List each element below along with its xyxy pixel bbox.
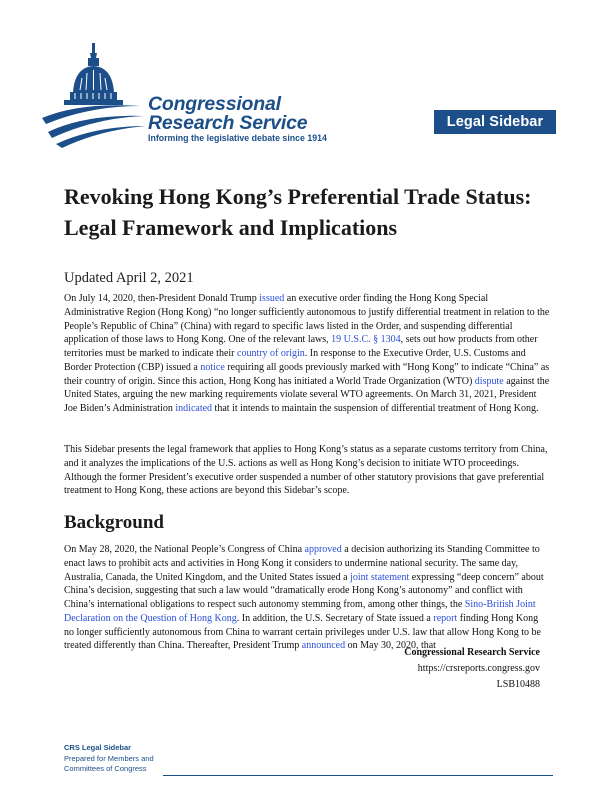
footer-left-label <box>64 743 184 775</box>
paragraph-text: a decision authorizing its Standing Committee to enact laws to prohibit acts and activities in Hong Kong it considers to undermine national security. The same day, Australia, Canada, the United Kingdom, and the United States issued a <box>64 544 540 583</box>
footer-left-title: CRS Legal Sidebar <box>64 743 132 752</box>
paragraph-text: . In response to the Executive Order, U.S. Customs and Border Protection (CBP) issued a <box>64 348 526 373</box>
paragraph-text: requiring all goods previously marked with “Hong Kong” to indicate “China” as their country of origin. Since this action, Hong Kong has initiated a World Trade Organization (WTO) <box>64 361 550 387</box>
paragraph-text: On May 28, 2020, the National People’s Congress of China <box>64 544 305 555</box>
paragraph-text: , sets out how products from other territories must be marked to indicate their <box>64 334 538 359</box>
paragraph-background <box>64 543 550 653</box>
footer-citation <box>340 645 540 693</box>
paragraph-text: an executive order finding the Hong Kong Special Administrative Region (Hong Kong) “no longer sufficiently autonomous to justify differential treatment in relation to the People’s Republic of China” (China) with regard to specific laws listed in the Order, and suspending differential application of those laws to Hong Kong. One of the relevant laws, <box>64 293 550 346</box>
paragraph-text: . In addition, the U.S. Secretary of State issued a <box>236 612 434 624</box>
paragraph-text: that it intends to maintain the suspension of differential treatment of Hong Kong. <box>212 403 539 414</box>
paragraph-intro <box>64 292 550 416</box>
legal-sidebar-badge: Legal Sidebar <box>434 110 556 134</box>
inline-link[interactable]: indicated <box>175 403 213 414</box>
paragraph-text: against the United States, arguing the new marking requirements violate several WTO agreements. On March 31, 2021, President Joe Biden’s Administration <box>64 375 550 414</box>
crs-logo <box>40 40 370 150</box>
inline-link[interactable]: joint statement <box>350 571 410 583</box>
paragraph-text: This Sidebar presents the legal framework that applies to Hong Kong’s status as a separate customs territory from China, and it analyzes the implications of the U.S. actions as well as Hong Kong’s decision to initiate WTO proceedings. Although the former President’s executive order suspended a number of other statutory provisions that gave preferential treatment to Hong Kong, these actions are beyond this Sidebar’s scope. <box>64 444 548 497</box>
inline-link[interactable]: country of origin <box>237 348 305 359</box>
inline-link[interactable]: Sino-British Joint Declaration on the Question of Hong Kong <box>64 599 536 624</box>
org-name-line2: Research Service <box>148 112 308 134</box>
paragraph-text: On July 14, 2020, then-President Donald Trump <box>64 293 260 304</box>
document-title: Revoking Hong Kong’s Preferential Trade Status: Legal Framework and Implications <box>64 184 532 240</box>
footer-url[interactable]: https://crsreports.congress.gov <box>417 663 540 674</box>
inline-link[interactable]: notice <box>200 361 225 373</box>
inline-link[interactable]: dispute <box>474 375 504 387</box>
footer-divider <box>163 775 553 776</box>
footer-left-line2: Prepared for Members and <box>64 753 154 763</box>
inline-link[interactable]: announced <box>301 640 346 652</box>
paragraph-text: on May 30, 2020, that <box>345 640 436 652</box>
footer-left-line3: Committees of Congress <box>64 764 147 773</box>
inline-link[interactable]: approved <box>304 544 342 555</box>
paragraph-scope <box>64 443 550 498</box>
paragraph-text: expressing “deep concern” about China’s decision, suggesting that such a law would “dramatically erode Hong Kong’s autonomy” and conflict with China’s international obligations to respect such autonomy stemming from, among other things, the <box>64 571 544 610</box>
paragraph-text: finding Hong Kong no longer sufficiently autonomous from China to warrant certain privileges under U.S. law that allow Hong Kong to be treated differently than China. Thereafter, President Trump <box>64 612 541 652</box>
footer-report-id: LSB10488 <box>496 679 540 690</box>
inline-link[interactable]: issued <box>259 293 285 304</box>
updated-date: Updated April 2, 2021 <box>64 270 194 286</box>
section-heading-background: Background <box>64 512 164 533</box>
capitol-dome-icon <box>40 40 150 150</box>
org-name-line1: Congressional <box>148 93 281 115</box>
inline-link[interactable]: 19 U.S.C. § 1304 <box>331 334 401 346</box>
footer-org: Congressional Research Service <box>404 647 540 658</box>
inline-link[interactable]: report <box>433 612 458 624</box>
org-tagline: Informing the legislative debate since 1914 <box>148 133 327 143</box>
